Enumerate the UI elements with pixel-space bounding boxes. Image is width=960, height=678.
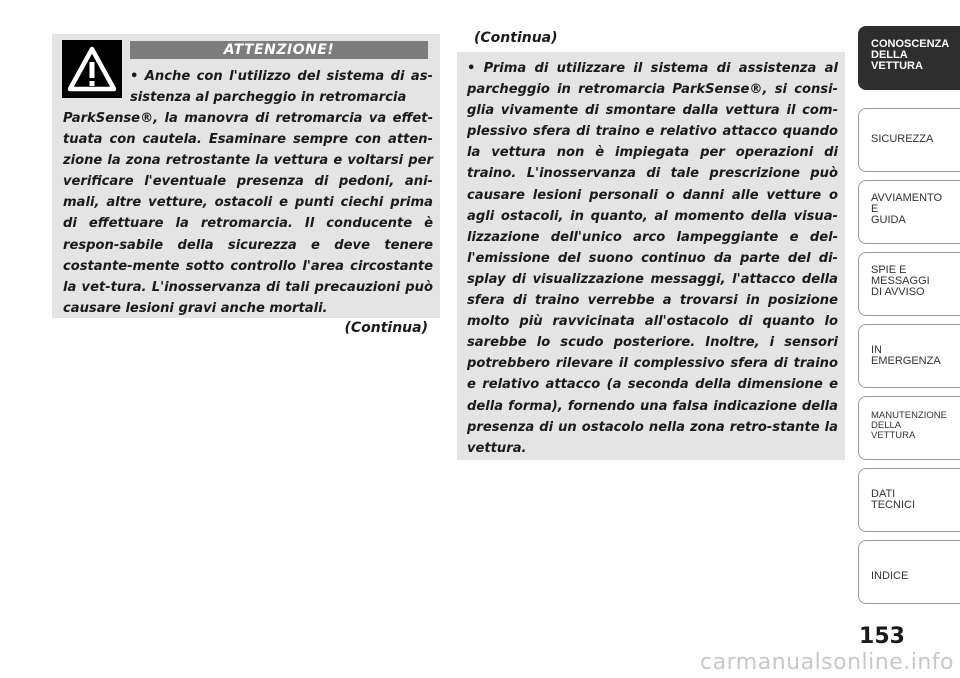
- warning-triangle-icon: [62, 40, 122, 98]
- warning-text-intro: • Anche con l'utilizzo del sistema di as-sistenza al parcheggio in retromarcia: [130, 69, 433, 106]
- warning-text-body: ParkSense®, la manovra di retromarcia va effet-tuata con cautela. Esaminare sempre con atten-zione la zona retrostante la vettura e voltarsi per verificare l'eventuale presenza di pedoni, ani-mali, altre vetture, ostacoli e punti ciechi prima di effettuare la retromarcia. Il conducente è respon-sabile della sicurezza e deve tenere costante-mente sotto controllo l'area circostante la vet-tura. L'inosservanza di tali precauzioni può causare lesioni gravi anche mortali.: [63, 111, 433, 316]
- tab-in-emergenza[interactable]: IN EMERGENZA: [858, 324, 960, 388]
- warning-text-continued: • Prima di utilizzare il sistema di assistenza al parcheggio in retromarcia ParkSense®, si consi-glia vivamente di smontare dalla vettura il com-plessivo sfera di traino e relativo attacco quando la vettura non è impiegata per operazioni di traino. L'inosservanza di tale prescrizione può causare lesioni personali o danni alle vetture o agli ostacoli, in quanto, al momento della visua-lizzazione dell'unico arco lampeggiante e del-l'emissione del suono continuo da parte del di-splay di visualizzazione messaggi, l'attacco della sfera di traino verrebbe a trovarsi in posizione molto più ravvicinata all'ostacolo di quanto lo sarebbe lo scudo posteriore. Inoltre, i sensori potrebbero rilevare il complessivo sfera di traino e relativo attacco (a seconda della dimensione e della forma), fornendo una falsa indicazione della presenza di un ostacolo nella zona retro-stante la vettura.: [467, 61, 838, 456]
- tab-conoscenza-della-vettura[interactable]: CONOSCENZA DELLA VETTURA: [858, 26, 960, 90]
- tab-sicurezza[interactable]: SICUREZZA: [858, 108, 960, 172]
- continued-heading: (Continua): [474, 30, 558, 46]
- page-number: 153: [859, 624, 905, 649]
- continua-label: (Continua): [344, 320, 428, 336]
- watermark: carmanualsonline.info: [700, 650, 954, 675]
- tab-spie-e-messaggi[interactable]: SPIE E MESSAGGI DI AVVISO: [858, 252, 960, 316]
- tab-manutenzione-della-vettura[interactable]: MANUTENZIONE DELLA VETTURA: [858, 396, 960, 460]
- warning-header: ATTENZIONE!: [130, 41, 428, 59]
- tab-avviamento-e-guida[interactable]: AVVIAMENTO E GUIDA: [858, 180, 960, 244]
- tab-indice[interactable]: INDICE: [858, 540, 960, 604]
- tab-dati-tecnici[interactable]: DATI TECNICI: [858, 468, 960, 532]
